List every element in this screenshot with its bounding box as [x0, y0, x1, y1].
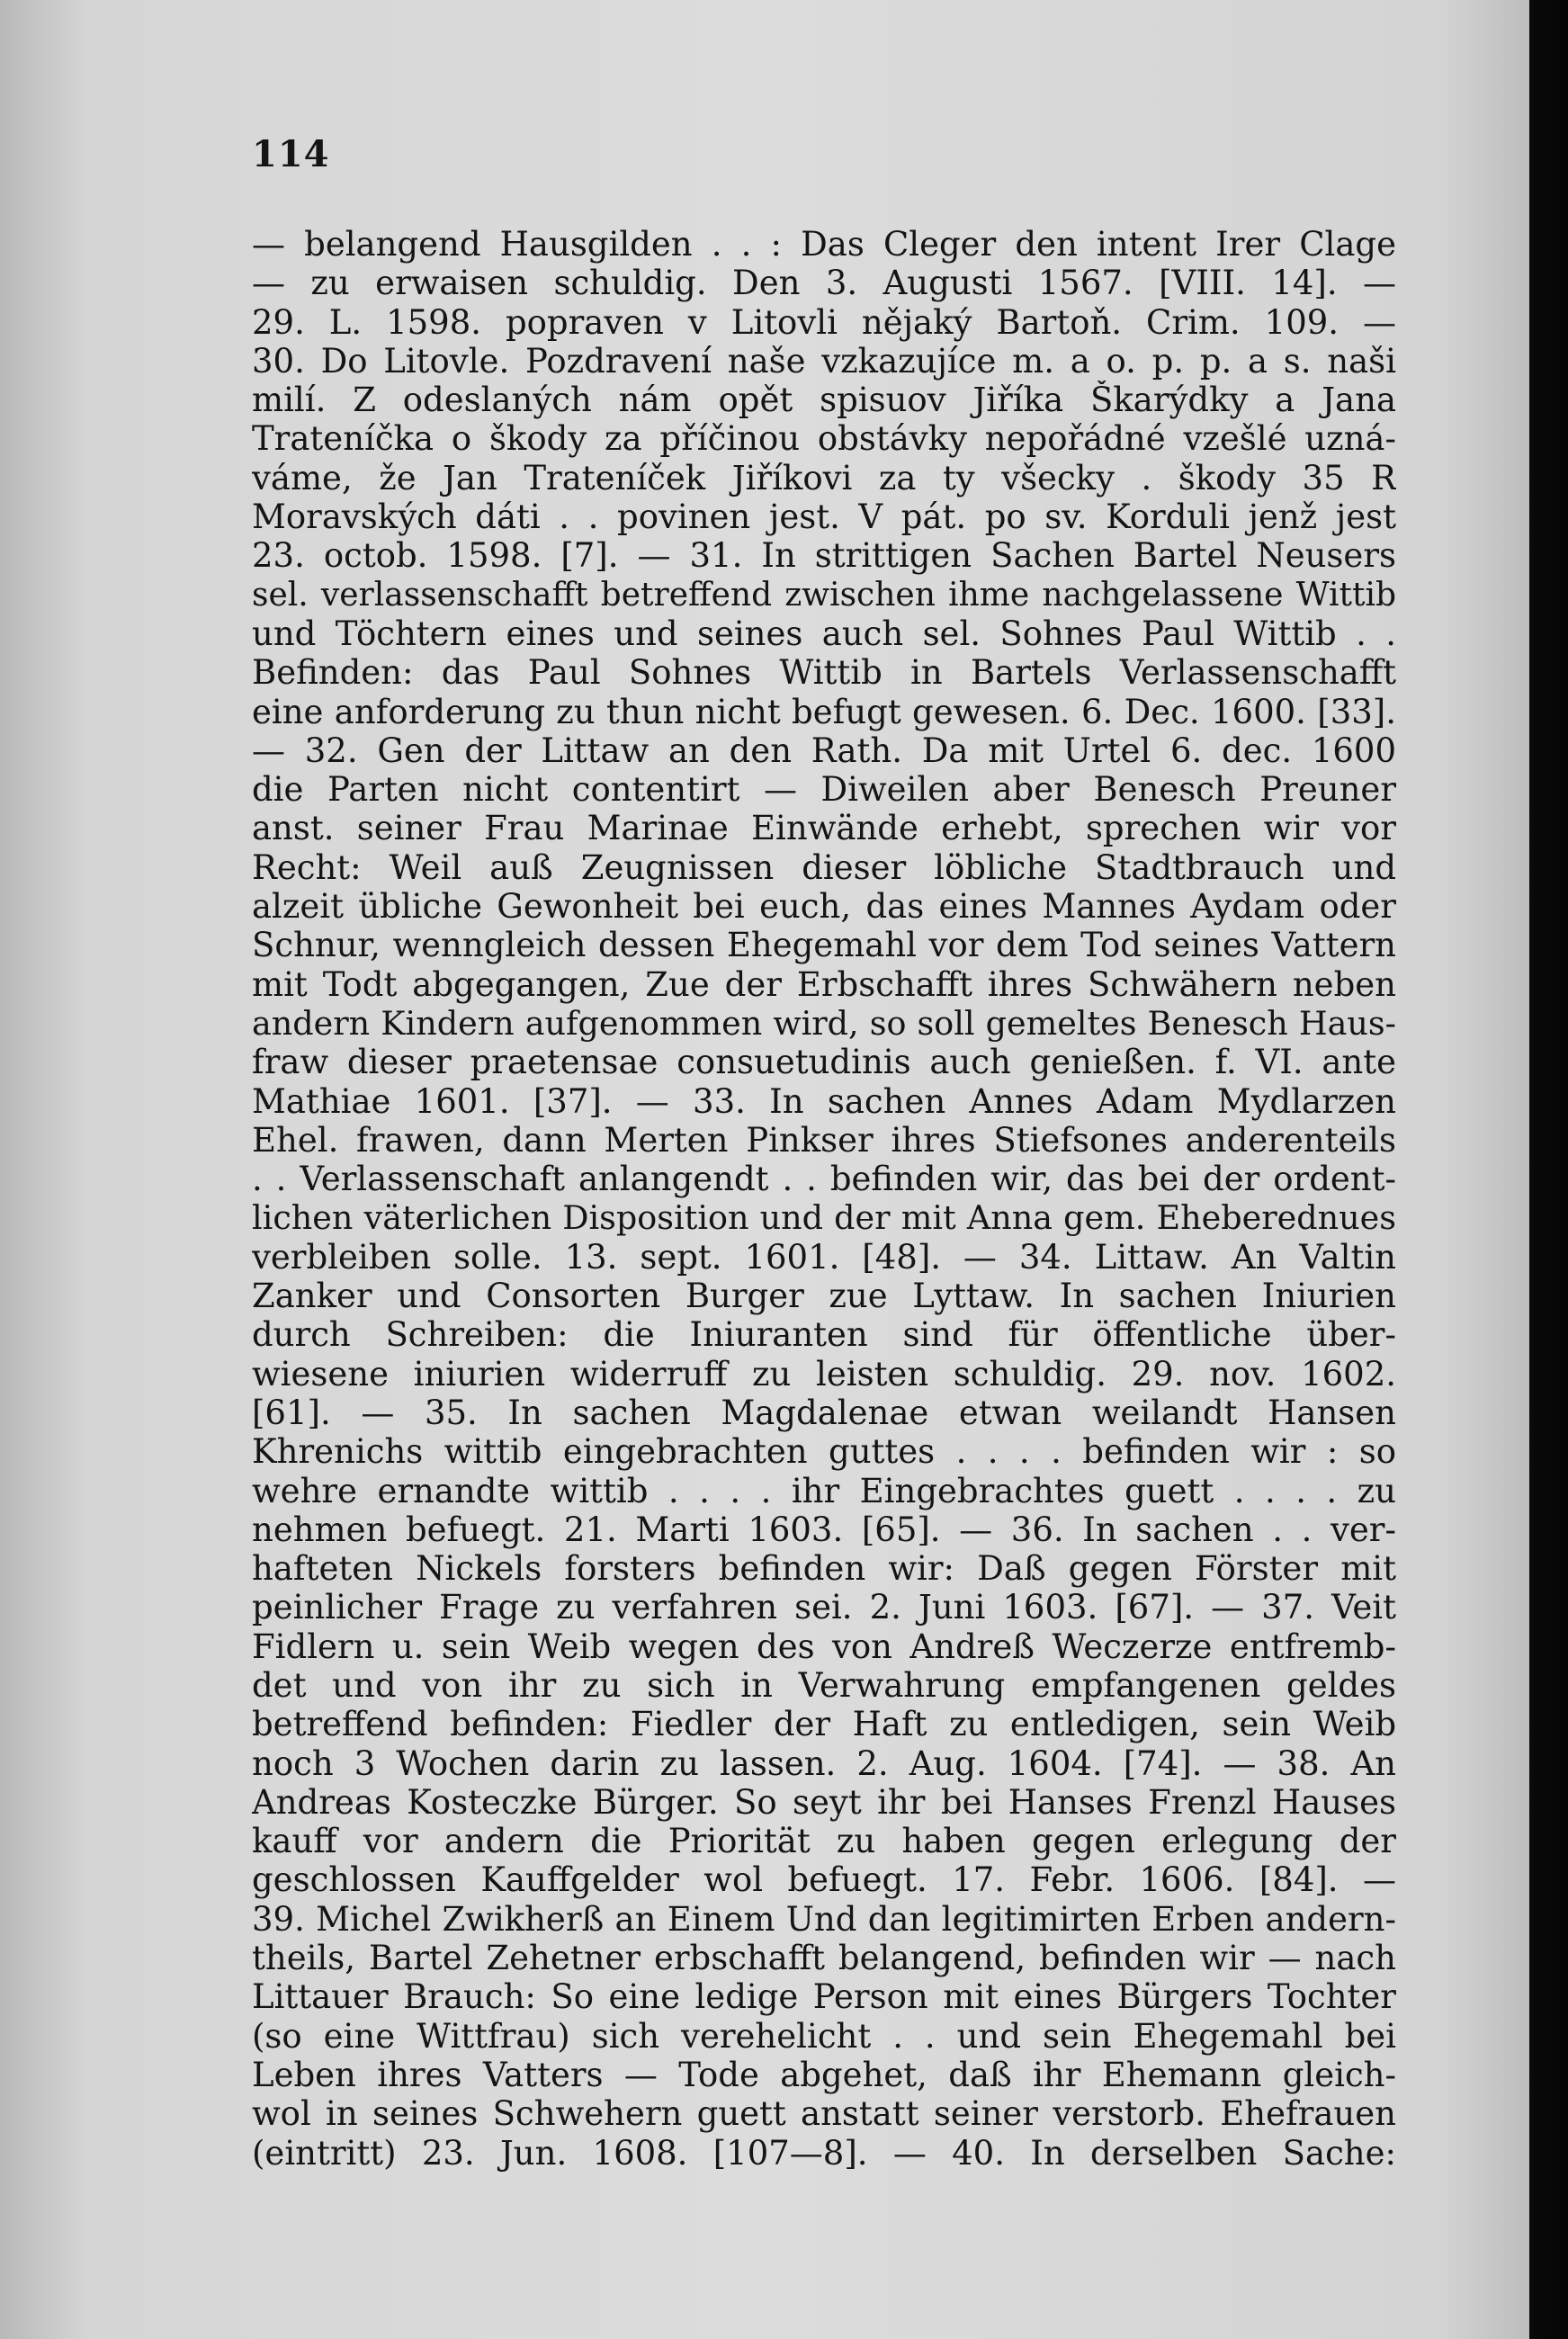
text-line: Littauer Brauch: So eine ledige Person mit eines Bürgers Tochter [252, 1977, 1396, 2017]
text-line: Befinden: das Paul Sohnes Wittib in Bartels Verlassenschafft [252, 653, 1396, 693]
text-line: eine anforderung zu thun nicht befugt gewesen. 6. Dec. 1600. [33]. [252, 692, 1396, 731]
text-line: — belangend Hausgilden . . : Das Cleger den intent Irer Clage [252, 225, 1396, 264]
text-line: sel. verlassenschafft betreffend zwischen ihme nachgelassene Wittib [252, 576, 1396, 614]
text-line: wol in seines Schwehern guett anstatt seiner verstorb. Ehefrauen [252, 2094, 1396, 2134]
text-line: 23. octob. 1598. [7]. — 31. In strittigen Sachen Bartel Neusers [252, 536, 1396, 576]
text-line: fraw dieser praetensae consuetudinis auch genießen. f. VI. ante [252, 1043, 1396, 1082]
text-line: Trateníčka o škody za příčinou obstávky nepořádné vzešlé uzná- [252, 419, 1396, 459]
text-line: Schnur, wenngleich dessen Ehegemahl vor dem Tod seines Vattern [252, 926, 1396, 965]
text-line: wiesene iniurien widerruff zu leisten schuldig. 29. nov. 1602. [252, 1354, 1396, 1394]
text-line: Moravských dáti . . povinen jest. V pát. po sv. Korduli jenž jest [252, 497, 1396, 537]
text-line: hafteten Nickels forsters befinden wir: Daß gegen Förster mit [252, 1549, 1396, 1589]
text-line: und Töchtern eines und seines auch sel. Sohnes Paul Wittib . . [252, 614, 1396, 653]
text-line: . . Verlassenschaft anlangendt . . befinden wir, das bei der ordent- [252, 1160, 1396, 1199]
text-line: Fidlern u. sein Weib wegen des von Andreß Weczerze entfremb- [252, 1627, 1396, 1666]
text-line: Andreas Kosteczke Bürger. So seyt ihr bei Hanses Frenzl Hauses [252, 1782, 1396, 1822]
text-line: 39. Michel Zwikherß an Einem Und dan legitimirten Erben andern- [252, 1899, 1396, 1939]
text-line: [61]. — 35. In sachen Magdalenae etwan weilandt Hansen [252, 1393, 1396, 1432]
text-line: andern Kindern aufgenommen wird, so soll gemeltes Benesch Haus- [252, 1003, 1396, 1043]
text-line: kauff vor andern die Priorität zu haben gegen erlegung der [252, 1822, 1396, 1861]
text-line: 30. Do Litovle. Pozdravení naše vzkazujíce m. a o. p. p. a s. naši [252, 341, 1396, 381]
text-line: Zanker und Consorten Burger zue Lyttaw. In sachen Iniurien [252, 1277, 1396, 1316]
text-line: mit Todt abgegangen, Zue der Erbschafft ihres Schwähern neben [252, 964, 1396, 1004]
text-line: peinlicher Frage zu verfahren sei. 2. Juni 1603. [67]. — 37. Veit [252, 1588, 1396, 1627]
text-line: nehmen befuegt. 21. Marti 1603. [65]. — 36. In sachen . . ver- [252, 1510, 1396, 1549]
text-line: betreffend befinden: Fiedler der Haft zu entledigen, sein Weib [252, 1705, 1396, 1744]
text-line: wehre ernandte wittib . . . . ihr Eingebrachtes guett . . . . zu [252, 1471, 1396, 1510]
text-line: milí. Z odeslaných nám opět spisuov Jiříka Škarýdky a Jana [252, 381, 1396, 420]
text-block [252, 225, 1396, 2173]
text-line: noch 3 Wochen darin zu lassen. 2. Aug. 1604. [74]. — 38. An [252, 1743, 1396, 1783]
page-number: 114 [252, 133, 330, 175]
text-line: váme, že Jan Trateníček Jiříkovi za ty všecky . škody 35 R [252, 458, 1396, 497]
scan-dark-edge [1529, 0, 1568, 2339]
text-line: anst. seiner Frau Marinae Einwände erhebt, sprechen wir vor [252, 809, 1396, 848]
text-line: (eintritt) 23. Jun. 1608. [107—8]. — 40. In derselben Sache: [252, 2133, 1396, 2173]
text-line: die Parten nicht contentirt — Diweilen aber Benesch Preuner [252, 770, 1396, 810]
text-line: det und von ihr zu sich in Verwahrung empfangenen geldes [252, 1665, 1396, 1705]
text-line: Leben ihres Vatters — Tode abgehet, daß ihr Ehemann gleich- [252, 2055, 1396, 2094]
text-line: — zu erwaisen schuldig. Den 3. Augusti 1567. [VIII. 14]. — [252, 264, 1396, 303]
text-line: alzeit übliche Gewonheit bei euch, das eines Mannes Aydam oder [252, 887, 1396, 927]
text-line: geschlossen Kauffgelder wol befuegt. 17. Febr. 1606. [84]. — [252, 1860, 1396, 1900]
text-line: Khrenichs wittib eingebrachten guttes . . . . befinden wir : so [252, 1432, 1396, 1472]
text-line: (so eine Wittfrau) sich verehelicht . . und sein Ehegemahl bei [252, 2016, 1396, 2056]
text-line: Mathiae 1601. [37]. — 33. In sachen Annes Adam Mydlarzen [252, 1081, 1396, 1121]
text-line: 29. L. 1598. popraven v Litovli nějaký Bartoň. Crim. 109. — [252, 302, 1396, 342]
text-line: verbleiben solle. 13. sept. 1601. [48]. — 34. Littaw. An Valtin [252, 1237, 1396, 1277]
text-line: Recht: Weil auß Zeugnissen dieser löbliche Stadtbrauch und [252, 847, 1396, 887]
text-line: theils, Bartel Zehetner erbschafft belangend, befinden wir — nach [252, 1939, 1396, 1978]
text-line: Ehel. frawen, dann Merten Pinkser ihres Stiefsones anderenteils [252, 1120, 1396, 1160]
text-line: durch Schreiben: die Iniuranten sind für öffentliche über- [252, 1315, 1396, 1355]
text-line: — 32. Gen der Littaw an den Rath. Da mit Urtel 6. dec. 1600 [252, 730, 1396, 770]
text-line: lichen väterlichen Disposition und der mit Anna gem. Eheberednues [252, 1198, 1396, 1238]
